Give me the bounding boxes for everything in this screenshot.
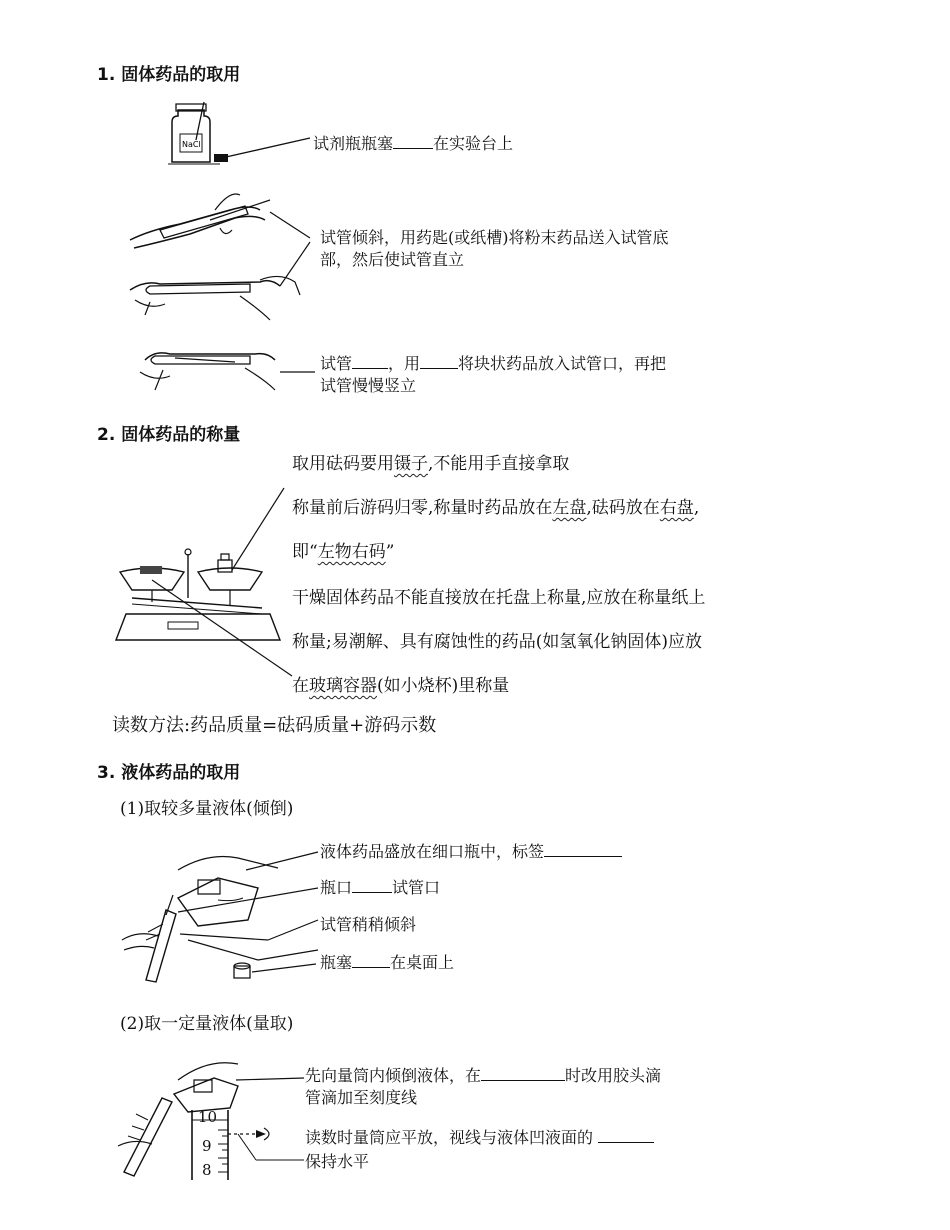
s3-sub2-title: (2)取一定量液体(量取)	[120, 1014, 294, 1034]
s2-reading-method: 读数方法:药品质量=砝码质量+游码示数	[112, 715, 437, 736]
s1-item2-line1: 试管倾斜，用药匙(或纸槽)将粉末药品送入试管底	[320, 228, 669, 247]
blank	[420, 352, 458, 369]
blank	[481, 1064, 565, 1081]
s1-item3-line2: 试管慢慢竖立	[320, 376, 417, 395]
s1-item2-line2: 部，然后使试管直立	[320, 250, 465, 269]
s3-sub2-line1-cont: 管滴加至刻度线	[305, 1088, 418, 1107]
section3-heading: 3. 液体药品的取用	[97, 763, 241, 783]
s2-line1: 取用砝码要用镊子,不能用手直接拿取	[292, 454, 570, 474]
test-tube-block-illustration	[135, 340, 315, 400]
s2-line4: 干燥固体药品不能直接放在托盘上称量,应放在称量纸上	[292, 588, 706, 608]
s2-line3: 即“左物右码”	[292, 542, 395, 562]
section2-heading: 2. 固体药品的称量	[97, 425, 241, 445]
s1-item1-text: 试剂瓶瓶塞 在实验台上	[313, 134, 514, 153]
s2-line2: 称量前后游码归零,称量时药品放在左盘,砝码放在右盘,	[292, 498, 700, 518]
blank	[352, 876, 392, 893]
cylinder-scale-8: 8	[202, 1161, 212, 1179]
blank	[352, 951, 390, 968]
blank	[544, 840, 622, 857]
balance-scale-illustration	[112, 480, 302, 680]
cylinder-scale-10: 10	[198, 1108, 218, 1126]
blank	[352, 352, 388, 369]
section1-heading: 1. 固体药品的取用	[97, 65, 241, 85]
s3-sub1-line4: 瓶塞 在桌面上	[320, 953, 455, 972]
blank	[393, 132, 433, 149]
s1-item3-line1: 试管 ，用 将块状药品放入试管口，再把	[320, 354, 667, 373]
s3-sub2-line2: 读数时量筒应平放，视线与液体凹液面的	[305, 1126, 654, 1150]
test-tube-powder-illustration	[120, 190, 320, 325]
bottle-label: NaCl	[182, 140, 201, 149]
s3-sub2-line2-cont: 保持水平	[305, 1152, 370, 1171]
s2-line6: 在玻璃容器(如小烧杯)里称量	[292, 676, 510, 696]
cylinder-scale-9: 9	[202, 1137, 212, 1155]
blank	[598, 1126, 654, 1143]
s3-sub1-line1: 液体药品盛放在细口瓶中，标签	[320, 840, 622, 864]
pouring-liquid-illustration	[118, 840, 328, 990]
s3-sub1-title: (1)取较多量液体(倾倒)	[120, 799, 294, 819]
s3-sub2-line1: 先向量筒内倾倒液体，在 时改用胶头滴	[305, 1066, 662, 1085]
s2-line5: 称量;易潮解、具有腐蚀性的药品(如氢氧化钠固体)应放	[292, 632, 702, 652]
s3-sub1-line2: 瓶口 试管口	[320, 878, 441, 897]
reagent-bottle-illustration	[160, 100, 240, 175]
s3-sub1-line3: 试管稍稍倾斜	[320, 915, 417, 934]
